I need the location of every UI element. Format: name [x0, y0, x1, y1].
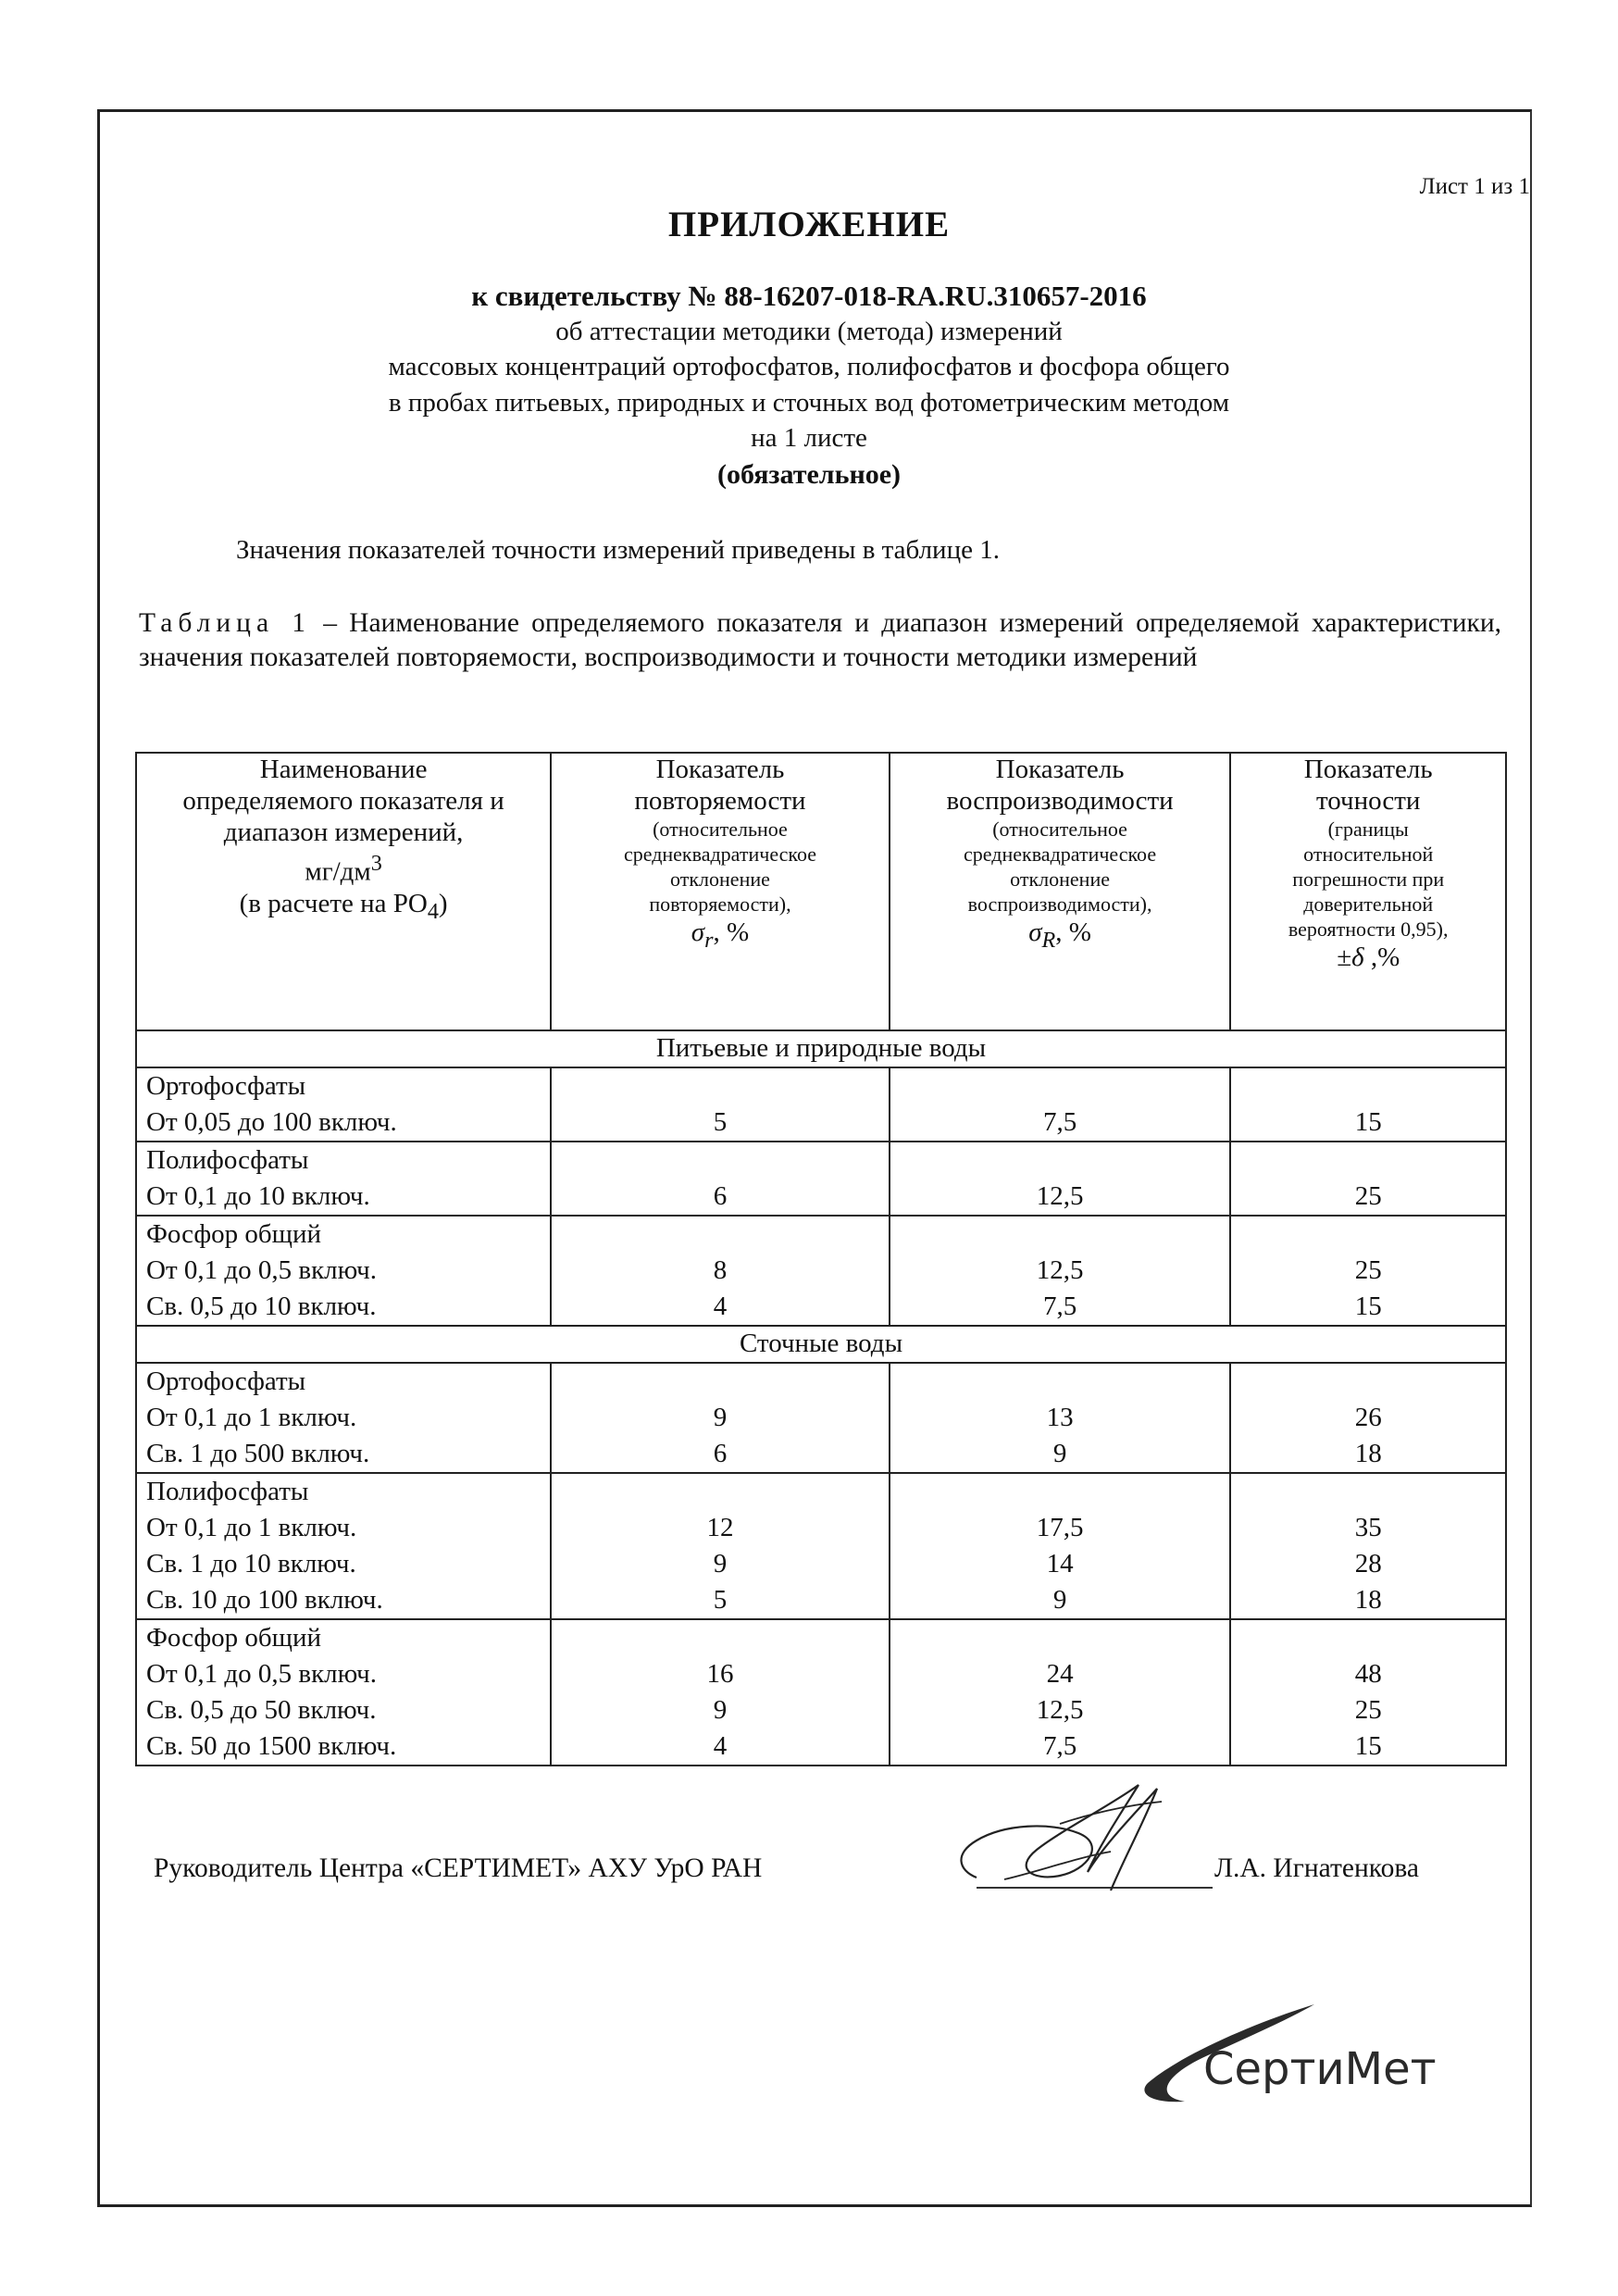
spacer: [561, 1068, 879, 1104]
repeatability-value: 5: [713, 1107, 728, 1137]
reproducibility-value-cell: [890, 1067, 1231, 1142]
accuracy-value: 25: [1354, 1181, 1382, 1211]
accuracy-value: 18: [1354, 1585, 1382, 1615]
certimet-logo-text: СертиМет: [1203, 2043, 1437, 2095]
spacer: [900, 1474, 1221, 1510]
accuracy-value: 26: [1354, 1403, 1382, 1432]
repeatability-value: 4: [713, 1292, 728, 1321]
subtitle-line-4: на 1 листе: [751, 423, 867, 453]
repeatability-value: 9: [713, 1549, 728, 1578]
table-row: [136, 1619, 1506, 1766]
repeatability-value: 16: [706, 1659, 734, 1689]
spacer: [561, 1620, 879, 1656]
measurement-range: От 0,1 до 1 включ.: [146, 1513, 357, 1542]
header-repeatability: Показатель повторяемости (относительное среднеквадратическое отклонение повторяемости), $\sigma_r$, %: [551, 753, 890, 1030]
reproducibility-value-cell: [890, 1473, 1231, 1619]
spacer: [900, 1364, 1221, 1400]
reproducibility-value: 9: [1052, 1585, 1067, 1615]
reproducibility-value: 7,5: [1042, 1731, 1077, 1761]
spacer: [1240, 1364, 1496, 1400]
spacer: [1240, 1217, 1496, 1253]
measurement-range: Св. 1 до 10 включ.: [146, 1549, 356, 1578]
repeatability-value-cell: [551, 1142, 890, 1216]
table-caption-prefix: Таблица 1: [139, 608, 311, 638]
reproducibility-value-cell: [890, 1619, 1231, 1766]
subtitle-line-3: в пробах питьевых, природных и сточных вод фотометрическим методом: [388, 388, 1230, 418]
range-cell: [136, 1142, 551, 1216]
spacer: [561, 1364, 879, 1400]
reproducibility-value: 13: [1046, 1403, 1074, 1432]
repeatability-value: 4: [713, 1731, 728, 1761]
accuracy-value: 15: [1354, 1107, 1382, 1137]
header-indicator: Наименование определяемого показателя и диапазон измерений, $мг/дм^3$ (в расчете на $PO_4$): [136, 753, 551, 1030]
range-cell: [136, 1216, 551, 1326]
header-accuracy: Показатель точности (границы относительной погрешности при доверительной вероятности 0,95), ±δ ,%: [1230, 753, 1506, 1030]
indicator-name: Полифосфаты: [146, 1145, 309, 1175]
measurement-range: От 0,1 до 10 включ.: [146, 1181, 370, 1211]
accuracy-value: 15: [1354, 1731, 1382, 1761]
spacer: [561, 1474, 879, 1510]
intro-text: Значения показателей точности измерений приведены в таблице 1.: [236, 535, 1000, 565]
accuracy-value-cell: [1230, 1142, 1506, 1216]
indicator-name: Ортофосфаты: [146, 1366, 306, 1396]
measurement-range: От 0,1 до 0,5 включ.: [146, 1659, 378, 1689]
accuracy-value-cell: [1230, 1216, 1506, 1326]
accuracy-value-cell: [1230, 1473, 1506, 1619]
repeatability-value: 9: [713, 1695, 728, 1725]
reproducibility-value: 12,5: [1036, 1255, 1084, 1285]
accuracy-value-cell: [1230, 1363, 1506, 1473]
reproducibility-value: 14: [1046, 1549, 1074, 1578]
signatory-name: Л.А. Игнатенкова: [1214, 1853, 1419, 1883]
repeatability-value: 8: [713, 1255, 728, 1285]
spacer: [1240, 1142, 1496, 1179]
accuracy-value: 18: [1354, 1439, 1382, 1468]
measurement-range: От 0,05 до 100 включ.: [146, 1107, 397, 1137]
subtitle-line-1: об аттестации методики (метода) измерений: [555, 317, 1063, 346]
measurement-range: Св. 1 до 500 включ.: [146, 1439, 370, 1468]
measurement-range: Св. 10 до 100 включ.: [146, 1585, 383, 1615]
range-cell: [136, 1067, 551, 1142]
indicator-name: Полифосфаты: [146, 1477, 309, 1506]
reproducibility-value-cell: [890, 1363, 1231, 1473]
accuracy-value-cell: [1230, 1067, 1506, 1142]
certificate-line: к свидетельству № 88-16207-018-RA.RU.310657-2016: [471, 280, 1147, 312]
table-header-row: [136, 753, 1506, 1030]
accuracy-value: 28: [1354, 1549, 1382, 1578]
table-row: [136, 1216, 1506, 1326]
signatory-title: Руководитель Центра «СЕРТИМЕТ» АХУ УрО РАН: [154, 1853, 763, 1883]
spacer: [561, 1217, 879, 1253]
mandatory-label: (обязательное): [716, 459, 902, 490]
spacer: [561, 1142, 879, 1179]
reproducibility-value: 9: [1052, 1439, 1067, 1468]
section-row: [136, 1030, 1506, 1067]
accuracy-value: 48: [1354, 1659, 1382, 1689]
document-title: ПРИЛОЖЕНИЕ: [667, 205, 951, 244]
repeatability-value: 12: [706, 1513, 734, 1542]
reproducibility-value: 7,5: [1042, 1292, 1077, 1321]
reproducibility-value: 12,5: [1036, 1695, 1084, 1725]
repeatability-value-cell: [551, 1067, 890, 1142]
range-cell: [136, 1473, 551, 1619]
spacer: [900, 1620, 1221, 1656]
indicator-name: Фосфор общий: [146, 1623, 322, 1653]
section-title: Питьевые и природные воды: [136, 1030, 1506, 1067]
measurement-range: От 0,1 до 1 включ.: [146, 1403, 357, 1432]
repeatability-value: 5: [713, 1585, 728, 1615]
spacer: [1240, 1620, 1496, 1656]
indicator-name: Фосфор общий: [146, 1219, 322, 1249]
reproducibility-value-cell: [890, 1142, 1231, 1216]
measurement-range: Св. 0,5 до 50 включ.: [146, 1695, 377, 1725]
repeatability-value: 9: [713, 1403, 728, 1432]
spacer: [900, 1217, 1221, 1253]
repeatability-value-cell: [551, 1363, 890, 1473]
spacer: [1240, 1068, 1496, 1104]
repeatability-value-cell: [551, 1216, 890, 1326]
reproducibility-value: 24: [1046, 1659, 1074, 1689]
spacer: [900, 1142, 1221, 1179]
spacer: [1240, 1474, 1496, 1510]
indicator-name: Ортофосфаты: [146, 1071, 306, 1101]
table-caption-text: – Наименование определяемого показателя и диапазон измерений определяемой характеристики, значения показателей повторяемости, воспроизводимости и точности методики измерений: [139, 608, 1501, 672]
table-row: [136, 1363, 1506, 1473]
accuracy-value: 25: [1354, 1695, 1382, 1725]
header-reproducibility: Показатель воспроизводимости (относительное среднеквадратическое отклонение воспроизводимости), $\sigma_R$, %: [890, 753, 1231, 1030]
section-title: Сточные воды: [136, 1326, 1506, 1363]
accuracy-value: 25: [1354, 1255, 1382, 1285]
reproducibility-value-cell: [890, 1216, 1231, 1326]
table-row: [136, 1142, 1506, 1216]
range-cell: [136, 1619, 551, 1766]
accuracy-value: 35: [1354, 1513, 1382, 1542]
reproducibility-value: 7,5: [1042, 1107, 1077, 1137]
range-cell: [136, 1363, 551, 1473]
repeatability-value: 6: [713, 1181, 728, 1211]
measurement-range: Св. 50 до 1500 включ.: [146, 1731, 397, 1761]
reproducibility-value: 17,5: [1036, 1513, 1084, 1542]
accuracy-value: 15: [1354, 1292, 1382, 1321]
table-caption: [139, 606, 1501, 675]
reproducibility-value: 12,5: [1036, 1181, 1084, 1211]
handwritten-signature: [949, 1768, 1189, 1907]
measurement-range: Св. 0,5 до 10 включ.: [146, 1292, 377, 1321]
spacer: [900, 1068, 1221, 1104]
sheet-label: Лист 1 из 1: [1419, 174, 1530, 199]
repeatability-value-cell: [551, 1473, 890, 1619]
table-row: [136, 1067, 1506, 1142]
repeatability-value-cell: [551, 1619, 890, 1766]
accuracy-table: [135, 752, 1507, 1766]
repeatability-value: 6: [713, 1439, 728, 1468]
accuracy-value-cell: [1230, 1619, 1506, 1766]
section-row: [136, 1326, 1506, 1363]
measurement-range: От 0,1 до 0,5 включ.: [146, 1255, 378, 1285]
subtitle-line-2: массовых концентраций ортофосфатов, полифосфатов и фосфора общего: [388, 352, 1230, 381]
table-row: [136, 1473, 1506, 1619]
